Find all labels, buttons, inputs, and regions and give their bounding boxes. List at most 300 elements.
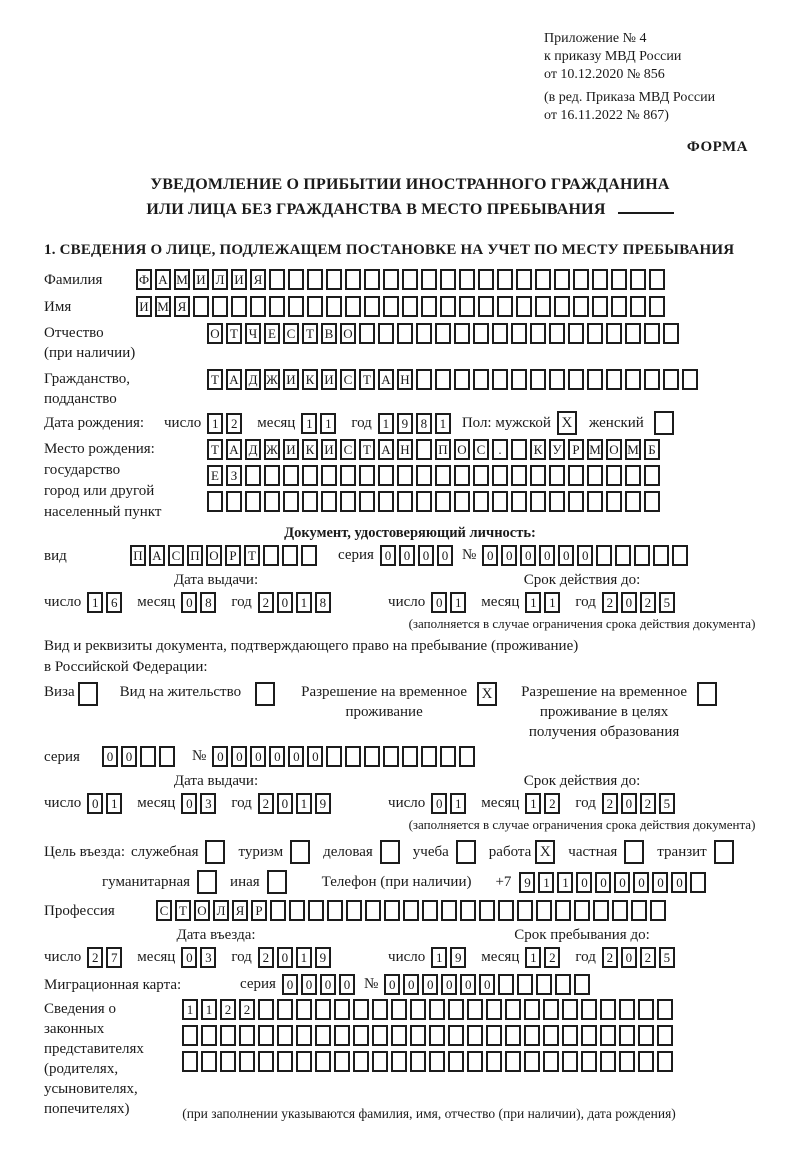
char-box[interactable] — [378, 323, 394, 344]
purpose-official-checkbox[interactable] — [205, 840, 225, 864]
char-box[interactable] — [402, 296, 418, 317]
char-box[interactable] — [239, 1025, 255, 1046]
temp-residence-checkbox[interactable]: X — [477, 682, 497, 706]
char-box[interactable]: К — [302, 369, 318, 390]
char-box[interactable] — [619, 1051, 635, 1072]
char-box[interactable] — [459, 296, 475, 317]
char-box[interactable]: О — [194, 900, 210, 921]
char-box[interactable] — [288, 269, 304, 290]
char-box[interactable] — [505, 999, 521, 1020]
char-box[interactable]: 0 — [418, 545, 434, 566]
char-box[interactable]: 0 — [633, 872, 649, 893]
char-box[interactable]: 0 — [460, 974, 476, 995]
char-box[interactable]: 0 — [307, 746, 323, 767]
char-box[interactable]: 0 — [282, 974, 298, 995]
char-box[interactable] — [644, 465, 660, 486]
char-box[interactable] — [657, 1051, 673, 1072]
char-box[interactable] — [307, 296, 323, 317]
char-box[interactable] — [416, 491, 432, 512]
char-box[interactable] — [497, 269, 513, 290]
char-box[interactable]: Т — [207, 439, 223, 460]
char-box[interactable]: 2 — [640, 592, 656, 613]
char-box[interactable]: А — [155, 269, 171, 290]
char-box[interactable]: 2 — [640, 947, 656, 968]
char-box[interactable] — [429, 1025, 445, 1046]
char-box[interactable]: К — [302, 439, 318, 460]
char-box[interactable]: 1 — [301, 413, 317, 434]
char-box[interactable]: 0 — [652, 872, 668, 893]
char-box[interactable] — [364, 296, 380, 317]
char-box[interactable]: 0 — [539, 545, 555, 566]
char-box[interactable] — [435, 323, 451, 344]
char-box[interactable]: 2 — [544, 793, 560, 814]
char-box[interactable] — [440, 296, 456, 317]
char-box[interactable]: 0 — [399, 545, 415, 566]
char-box[interactable] — [562, 1051, 578, 1072]
char-box[interactable] — [549, 491, 565, 512]
char-box[interactable] — [296, 999, 312, 1020]
char-box[interactable] — [334, 1025, 350, 1046]
char-box[interactable] — [391, 1051, 407, 1072]
char-box[interactable] — [326, 746, 342, 767]
char-box[interactable]: С — [168, 545, 184, 566]
char-box[interactable] — [592, 296, 608, 317]
char-box[interactable] — [359, 323, 375, 344]
char-box[interactable] — [511, 323, 527, 344]
char-box[interactable]: С — [283, 323, 299, 344]
char-box[interactable]: И — [231, 269, 247, 290]
char-box[interactable] — [498, 974, 514, 995]
char-box[interactable]: 0 — [621, 947, 637, 968]
char-box[interactable] — [524, 999, 540, 1020]
char-box[interactable] — [516, 269, 532, 290]
char-box[interactable]: 2 — [258, 793, 274, 814]
char-box[interactable] — [644, 369, 660, 390]
char-box[interactable]: Б — [644, 439, 660, 460]
char-box[interactable]: Ф — [136, 269, 152, 290]
char-box[interactable] — [517, 900, 533, 921]
char-box[interactable] — [530, 465, 546, 486]
char-box[interactable] — [530, 369, 546, 390]
char-box[interactable] — [535, 269, 551, 290]
char-box[interactable]: Т — [226, 323, 242, 344]
char-box[interactable] — [587, 491, 603, 512]
char-box[interactable] — [657, 999, 673, 1020]
char-box[interactable]: Р — [225, 545, 241, 566]
char-box[interactable] — [535, 296, 551, 317]
char-box[interactable] — [593, 900, 609, 921]
char-box[interactable]: О — [206, 545, 222, 566]
char-box[interactable] — [554, 269, 570, 290]
char-box[interactable]: 0 — [320, 974, 336, 995]
char-box[interactable]: Я — [250, 269, 266, 290]
char-box[interactable] — [327, 900, 343, 921]
char-box[interactable] — [302, 465, 318, 486]
char-box[interactable]: 0 — [437, 545, 453, 566]
char-box[interactable] — [315, 1025, 331, 1046]
char-box[interactable] — [364, 746, 380, 767]
char-box[interactable] — [511, 491, 527, 512]
char-box[interactable]: М — [625, 439, 641, 460]
char-box[interactable] — [587, 369, 603, 390]
purpose-work-checkbox[interactable]: X — [535, 840, 555, 864]
char-box[interactable] — [220, 1025, 236, 1046]
char-box[interactable] — [277, 999, 293, 1020]
char-box[interactable] — [581, 1025, 597, 1046]
char-box[interactable] — [441, 900, 457, 921]
char-box[interactable] — [435, 369, 451, 390]
purpose-business-checkbox[interactable] — [380, 840, 400, 864]
char-box[interactable]: 9 — [397, 413, 413, 434]
char-box[interactable]: В — [321, 323, 337, 344]
char-box[interactable] — [334, 999, 350, 1020]
char-box[interactable]: О — [207, 323, 223, 344]
char-box[interactable] — [416, 369, 432, 390]
char-box[interactable] — [473, 323, 489, 344]
char-box[interactable]: М — [174, 269, 190, 290]
char-box[interactable] — [353, 1051, 369, 1072]
char-box[interactable] — [459, 269, 475, 290]
char-box[interactable] — [334, 1051, 350, 1072]
char-box[interactable] — [619, 999, 635, 1020]
char-box[interactable]: И — [193, 269, 209, 290]
char-box[interactable] — [283, 491, 299, 512]
sex-female-checkbox[interactable] — [654, 411, 674, 435]
char-box[interactable] — [308, 900, 324, 921]
char-box[interactable] — [663, 369, 679, 390]
char-box[interactable] — [473, 465, 489, 486]
char-box[interactable]: 0 — [501, 545, 517, 566]
char-box[interactable] — [448, 1051, 464, 1072]
char-box[interactable]: Я — [174, 296, 190, 317]
char-box[interactable]: 0 — [102, 746, 118, 767]
char-box[interactable] — [383, 296, 399, 317]
char-box[interactable] — [530, 491, 546, 512]
char-box[interactable] — [644, 323, 660, 344]
char-box[interactable]: С — [340, 439, 356, 460]
char-box[interactable]: 0 — [181, 793, 197, 814]
char-box[interactable] — [384, 900, 400, 921]
char-box[interactable]: О — [340, 323, 356, 344]
char-box[interactable] — [478, 296, 494, 317]
char-box[interactable] — [454, 323, 470, 344]
char-box[interactable] — [403, 900, 419, 921]
char-box[interactable]: Т — [175, 900, 191, 921]
char-box[interactable]: Д — [245, 369, 261, 390]
char-box[interactable] — [296, 1025, 312, 1046]
char-box[interactable] — [454, 491, 470, 512]
char-box[interactable] — [690, 872, 706, 893]
char-box[interactable] — [315, 999, 331, 1020]
char-box[interactable]: 1 — [87, 592, 103, 613]
char-box[interactable] — [555, 974, 571, 995]
char-box[interactable]: И — [136, 296, 152, 317]
char-box[interactable] — [630, 269, 646, 290]
char-box[interactable] — [574, 900, 590, 921]
temp-residence-education-checkbox[interactable] — [697, 682, 717, 706]
char-box[interactable]: П — [435, 439, 451, 460]
char-box[interactable] — [416, 465, 432, 486]
char-box[interactable] — [340, 491, 356, 512]
char-box[interactable]: 0 — [621, 793, 637, 814]
char-box[interactable]: Т — [207, 369, 223, 390]
char-box[interactable] — [600, 1051, 616, 1072]
char-box[interactable]: Е — [264, 323, 280, 344]
char-box[interactable] — [505, 1025, 521, 1046]
char-box[interactable] — [421, 296, 437, 317]
char-box[interactable] — [182, 1025, 198, 1046]
char-box[interactable] — [549, 465, 565, 486]
char-box[interactable]: 0 — [87, 793, 103, 814]
char-box[interactable]: 0 — [181, 947, 197, 968]
char-box[interactable]: 0 — [301, 974, 317, 995]
char-box[interactable]: 0 — [576, 872, 592, 893]
char-box[interactable]: . — [492, 439, 508, 460]
char-box[interactable] — [410, 999, 426, 1020]
char-box[interactable] — [460, 900, 476, 921]
char-box[interactable] — [277, 1051, 293, 1072]
char-box[interactable] — [492, 323, 508, 344]
char-box[interactable] — [649, 269, 665, 290]
char-box[interactable] — [231, 296, 247, 317]
char-box[interactable]: А — [378, 369, 394, 390]
purpose-transit-checkbox[interactable] — [714, 840, 734, 864]
char-box[interactable]: 5 — [659, 592, 675, 613]
char-box[interactable] — [587, 323, 603, 344]
char-box[interactable]: 8 — [315, 592, 331, 613]
char-box[interactable] — [201, 1025, 217, 1046]
char-box[interactable] — [486, 1051, 502, 1072]
char-box[interactable] — [159, 746, 175, 767]
char-box[interactable] — [383, 269, 399, 290]
char-box[interactable] — [416, 323, 432, 344]
char-box[interactable] — [536, 900, 552, 921]
char-box[interactable]: 5 — [659, 947, 675, 968]
char-box[interactable] — [264, 465, 280, 486]
char-box[interactable]: П — [187, 545, 203, 566]
char-box[interactable] — [615, 545, 631, 566]
visa-checkbox[interactable] — [78, 682, 98, 706]
char-box[interactable] — [653, 545, 669, 566]
char-box[interactable]: 2 — [258, 592, 274, 613]
char-box[interactable] — [454, 465, 470, 486]
char-box[interactable]: 1 — [538, 872, 554, 893]
char-box[interactable] — [315, 1051, 331, 1072]
char-box[interactable]: 2 — [602, 592, 618, 613]
char-box[interactable] — [402, 269, 418, 290]
char-box[interactable]: 1 — [296, 947, 312, 968]
char-box[interactable]: 0 — [212, 746, 228, 767]
char-box[interactable] — [568, 323, 584, 344]
char-box[interactable] — [581, 999, 597, 1020]
char-box[interactable] — [600, 1025, 616, 1046]
char-box[interactable]: Л — [213, 900, 229, 921]
char-box[interactable] — [536, 974, 552, 995]
char-box[interactable]: 0 — [422, 974, 438, 995]
purpose-humanitarian-checkbox[interactable] — [197, 870, 217, 894]
char-box[interactable] — [555, 900, 571, 921]
char-box[interactable]: 1 — [207, 413, 223, 434]
char-box[interactable]: 0 — [339, 974, 355, 995]
char-box[interactable]: 2 — [258, 947, 274, 968]
char-box[interactable] — [492, 369, 508, 390]
char-box[interactable]: Т — [359, 369, 375, 390]
char-box[interactable]: 2 — [239, 999, 255, 1020]
char-box[interactable] — [364, 269, 380, 290]
char-box[interactable]: 1 — [435, 413, 451, 434]
char-box[interactable]: С — [340, 369, 356, 390]
char-box[interactable]: 3 — [200, 793, 216, 814]
char-box[interactable] — [467, 1051, 483, 1072]
char-box[interactable] — [649, 296, 665, 317]
char-box[interactable] — [435, 491, 451, 512]
char-box[interactable] — [459, 746, 475, 767]
char-box[interactable]: 1 — [450, 793, 466, 814]
char-box[interactable]: 1 — [525, 793, 541, 814]
char-box[interactable]: 2 — [602, 793, 618, 814]
char-box[interactable]: 0 — [441, 974, 457, 995]
char-box[interactable] — [277, 1025, 293, 1046]
char-box[interactable]: А — [226, 439, 242, 460]
char-box[interactable] — [212, 296, 228, 317]
char-box[interactable]: Н — [397, 439, 413, 460]
char-box[interactable] — [650, 900, 666, 921]
char-box[interactable]: 5 — [659, 793, 675, 814]
sex-male-checkbox[interactable]: X — [557, 411, 577, 435]
char-box[interactable] — [391, 999, 407, 1020]
char-box[interactable]: 0 — [520, 545, 536, 566]
char-box[interactable] — [269, 269, 285, 290]
char-box[interactable] — [625, 323, 641, 344]
char-box[interactable]: 1 — [544, 592, 560, 613]
char-box[interactable] — [410, 1025, 426, 1046]
char-box[interactable]: 1 — [378, 413, 394, 434]
char-box[interactable]: Ж — [264, 439, 280, 460]
char-box[interactable]: 0 — [558, 545, 574, 566]
char-box[interactable] — [644, 491, 660, 512]
char-box[interactable]: 1 — [296, 592, 312, 613]
char-box[interactable]: 8 — [416, 413, 432, 434]
char-box[interactable] — [307, 269, 323, 290]
char-box[interactable]: 2 — [87, 947, 103, 968]
char-box[interactable] — [511, 439, 527, 460]
char-box[interactable] — [378, 465, 394, 486]
char-box[interactable] — [378, 491, 394, 512]
char-box[interactable] — [391, 1025, 407, 1046]
char-box[interactable] — [625, 369, 641, 390]
char-box[interactable]: 1 — [182, 999, 198, 1020]
char-box[interactable] — [473, 491, 489, 512]
char-box[interactable]: З — [226, 465, 242, 486]
char-box[interactable] — [201, 1051, 217, 1072]
char-box[interactable]: А — [378, 439, 394, 460]
char-box[interactable] — [226, 491, 242, 512]
char-box[interactable] — [440, 746, 456, 767]
char-box[interactable] — [359, 465, 375, 486]
char-box[interactable] — [359, 491, 375, 512]
char-box[interactable]: 0 — [288, 746, 304, 767]
char-box[interactable] — [383, 746, 399, 767]
char-box[interactable] — [611, 269, 627, 290]
char-box[interactable] — [258, 1025, 274, 1046]
char-box[interactable] — [258, 1051, 274, 1072]
char-box[interactable]: Л — [212, 269, 228, 290]
char-box[interactable] — [568, 465, 584, 486]
char-box[interactable] — [511, 369, 527, 390]
char-box[interactable] — [467, 1025, 483, 1046]
char-box[interactable] — [289, 900, 305, 921]
char-box[interactable]: Я — [232, 900, 248, 921]
char-box[interactable] — [283, 465, 299, 486]
char-box[interactable] — [365, 900, 381, 921]
char-box[interactable] — [606, 323, 622, 344]
char-box[interactable] — [497, 296, 513, 317]
char-box[interactable] — [346, 900, 362, 921]
char-box[interactable]: 0 — [482, 545, 498, 566]
char-box[interactable]: 9 — [315, 947, 331, 968]
char-box[interactable]: 0 — [671, 872, 687, 893]
char-box[interactable] — [606, 369, 622, 390]
char-box[interactable] — [321, 465, 337, 486]
char-box[interactable] — [372, 999, 388, 1020]
char-box[interactable]: Т — [244, 545, 260, 566]
char-box[interactable] — [596, 545, 612, 566]
char-box[interactable] — [549, 323, 565, 344]
char-box[interactable] — [429, 999, 445, 1020]
char-box[interactable]: 0 — [121, 746, 137, 767]
char-box[interactable] — [486, 999, 502, 1020]
char-box[interactable] — [524, 1025, 540, 1046]
char-box[interactable]: И — [283, 439, 299, 460]
char-box[interactable]: 0 — [277, 592, 293, 613]
char-box[interactable] — [657, 1025, 673, 1046]
char-box[interactable] — [498, 900, 514, 921]
residence-permit-checkbox[interactable] — [255, 682, 275, 706]
char-box[interactable]: У — [549, 439, 565, 460]
char-box[interactable] — [479, 900, 495, 921]
char-box[interactable] — [619, 1025, 635, 1046]
char-box[interactable] — [250, 296, 266, 317]
char-box[interactable] — [612, 900, 628, 921]
char-box[interactable]: М — [587, 439, 603, 460]
char-box[interactable] — [543, 1051, 559, 1072]
char-box[interactable]: 0 — [431, 793, 447, 814]
char-box[interactable] — [140, 746, 156, 767]
char-box[interactable]: 3 — [200, 947, 216, 968]
char-box[interactable] — [448, 1025, 464, 1046]
char-box[interactable]: О — [606, 439, 622, 460]
char-box[interactable] — [530, 323, 546, 344]
char-box[interactable]: 9 — [450, 947, 466, 968]
char-box[interactable] — [326, 296, 342, 317]
char-box[interactable] — [345, 296, 361, 317]
char-box[interactable]: К — [530, 439, 546, 460]
char-box[interactable] — [663, 323, 679, 344]
char-box[interactable] — [454, 369, 470, 390]
char-box[interactable] — [402, 746, 418, 767]
char-box[interactable]: Ч — [245, 323, 261, 344]
char-box[interactable] — [397, 491, 413, 512]
char-box[interactable]: 0 — [277, 793, 293, 814]
char-box[interactable]: Ж — [264, 369, 280, 390]
char-box[interactable] — [372, 1051, 388, 1072]
char-box[interactable] — [264, 491, 280, 512]
char-box[interactable]: 9 — [315, 793, 331, 814]
char-box[interactable] — [182, 1051, 198, 1072]
char-box[interactable]: 1 — [201, 999, 217, 1020]
char-box[interactable]: 1 — [525, 947, 541, 968]
char-box[interactable] — [511, 465, 527, 486]
